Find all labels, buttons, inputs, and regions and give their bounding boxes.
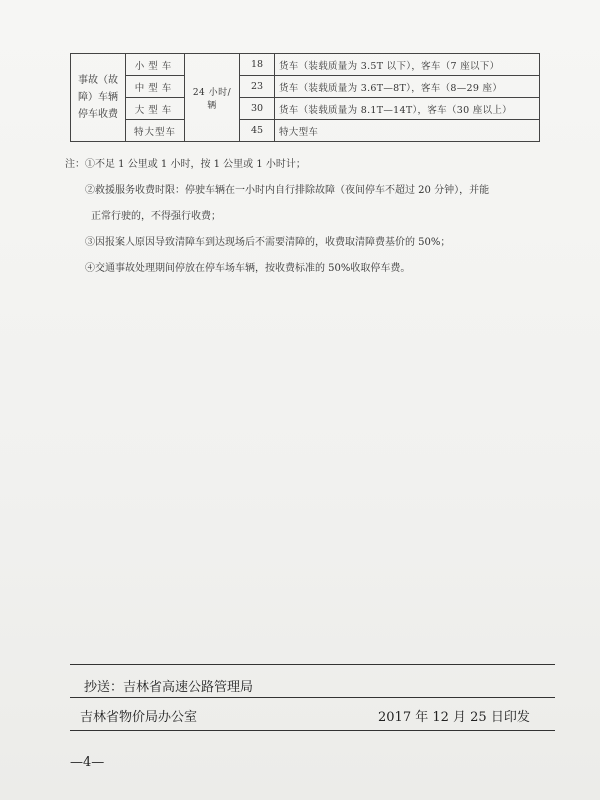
vehicle-type-cell: 大型车: [126, 98, 185, 120]
note-2: ②救援服务收费时限：停驶车辆在一小时内自行排除故障（夜间停车不超过 20 分钟），并能: [85, 185, 490, 196]
price-cell: 23: [240, 76, 275, 98]
description-cell: 货车（装载质量为 3.6T—8T），客车（8—29 座）: [275, 76, 540, 98]
description-cell: 货车（装载质量为 8.1T—14T），客车（30 座以上）: [275, 98, 540, 120]
table-row: [71, 98, 540, 120]
footer-divider-bottom: [70, 730, 555, 731]
note-1: 注：①不足 1 公里或 1 小时，按 1 公里或 1 小时计；: [65, 159, 306, 170]
unit-cell: 24 小时/辆: [185, 54, 240, 142]
page-number: —4—: [70, 755, 105, 770]
note-2-continued: 正常行驶的，不得强行收费；: [91, 211, 221, 222]
fee-table: [70, 53, 540, 142]
description-cell: 货车（装载质量为 3.5T 以下），客车（7 座以下）: [275, 54, 540, 76]
note-4: ④交通事故处理期间停放在停车场车辆，按收费标准的 50%收取停车费。: [85, 263, 411, 274]
price-cell: 18: [240, 54, 275, 76]
price-cell: 45: [240, 120, 275, 142]
table-row: [71, 54, 540, 76]
category-cell: 事故（故障）车辆停车收费: [71, 54, 126, 142]
footer-divider-top: [70, 664, 555, 665]
footer-divider-middle: [70, 697, 555, 698]
table-row: [71, 76, 540, 98]
notes-section: [65, 152, 545, 282]
vehicle-type-cell: 小型车: [126, 54, 185, 76]
issuing-office: 吉林省物价局办公室: [80, 710, 198, 725]
price-cell: 30: [240, 98, 275, 120]
table-row: [71, 120, 540, 142]
note-3: ③因报案人原因导致清障车到达现场后不需要清障的，收费取清障费基价的 50%；: [85, 237, 451, 248]
description-cell: 特大型车: [275, 120, 540, 142]
cc-line: 抄送：吉林省高速公路管理局: [84, 680, 254, 695]
vehicle-type-cell: 中型车: [126, 76, 185, 98]
vehicle-type-cell: 特大型车: [126, 120, 185, 142]
issue-date: 2017 年 12 月 25 日印发: [378, 710, 530, 725]
